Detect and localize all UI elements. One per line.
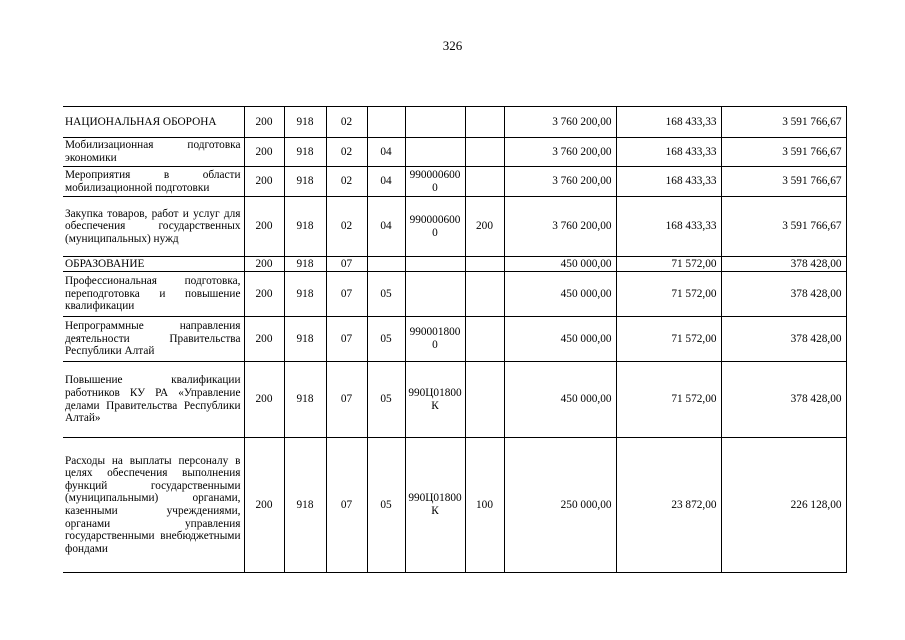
remaining-amount: 378 428,00 (721, 257, 846, 272)
table-row (63, 362, 846, 438)
target-article-code: 990Ц01800К (405, 362, 465, 438)
admin-code: 200 (244, 272, 284, 317)
subsection-code: 04 (367, 138, 405, 167)
row-name: Профессиональная подготовка, переподготовка и повышение квалификации (63, 272, 244, 317)
row-name: Мероприятия в области мобилизационной подготовки (63, 167, 244, 197)
table-row (63, 138, 846, 167)
expense-type-code (465, 272, 504, 317)
table-row (63, 197, 846, 257)
grbs-code: 918 (284, 197, 326, 257)
section-code: 02 (326, 197, 367, 257)
target-article-code: 9900018000 (405, 317, 465, 362)
row-name: Расходы на выплаты персоналу в целях обеспечения выполнения функций государственными (муниципальными) органами, казенными учреждениями, органами управления государственными внебюджетными фондами (63, 438, 244, 573)
expense-type-code: 100 (465, 438, 504, 573)
subsection-code: 05 (367, 317, 405, 362)
executed-amount: 71 572,00 (616, 362, 721, 438)
table-row (63, 438, 846, 573)
remaining-amount: 3 591 766,67 (721, 107, 846, 138)
section-code: 02 (326, 107, 367, 138)
remaining-amount: 226 128,00 (721, 438, 846, 573)
admin-code: 200 (244, 438, 284, 573)
row-name: Закупка товаров, работ и услуг для обеспечения государственных (муниципальных) нужд (63, 197, 244, 257)
plan-amount: 450 000,00 (504, 362, 616, 438)
plan-amount: 450 000,00 (504, 317, 616, 362)
admin-code: 200 (244, 107, 284, 138)
executed-amount: 71 572,00 (616, 272, 721, 317)
grbs-code: 918 (284, 438, 326, 573)
plan-amount: 450 000,00 (504, 272, 616, 317)
executed-amount: 71 572,00 (616, 317, 721, 362)
section-code: 02 (326, 167, 367, 197)
executed-amount: 168 433,33 (616, 197, 721, 257)
row-name: Повышение квалификации работников КУ РА «Управление делами Правительства Республики Алтай» (63, 362, 244, 438)
expense-type-code (465, 257, 504, 272)
table-row (63, 317, 846, 362)
remaining-amount: 378 428,00 (721, 272, 846, 317)
plan-amount: 250 000,00 (504, 438, 616, 573)
target-article-code: 990Ц01800К (405, 438, 465, 573)
grbs-code: 918 (284, 167, 326, 197)
plan-amount: 3 760 200,00 (504, 138, 616, 167)
executed-amount: 23 872,00 (616, 438, 721, 573)
grbs-code: 918 (284, 317, 326, 362)
table-row (63, 167, 846, 197)
grbs-code: 918 (284, 138, 326, 167)
expense-type-code (465, 362, 504, 438)
plan-amount: 450 000,00 (504, 257, 616, 272)
remaining-amount: 3 591 766,67 (721, 197, 846, 257)
admin-code: 200 (244, 317, 284, 362)
remaining-amount: 3 591 766,67 (721, 138, 846, 167)
grbs-code: 918 (284, 362, 326, 438)
table-row (63, 107, 846, 138)
section-code: 07 (326, 362, 367, 438)
row-name: НАЦИОНАЛЬНАЯ ОБОРОНА (63, 107, 244, 138)
row-name: Непрограммные направления деятельности Правительства Республики Алтай (63, 317, 244, 362)
plan-amount: 3 760 200,00 (504, 197, 616, 257)
executed-amount: 168 433,33 (616, 167, 721, 197)
subsection-code: 05 (367, 438, 405, 573)
admin-code: 200 (244, 167, 284, 197)
admin-code: 200 (244, 138, 284, 167)
executed-amount: 71 572,00 (616, 257, 721, 272)
table-row (63, 257, 846, 272)
row-name: Мобилизационная подготовка экономики (63, 138, 244, 167)
remaining-amount: 378 428,00 (721, 317, 846, 362)
target-article-code: 9900006000 (405, 167, 465, 197)
page-number: 326 (442, 38, 463, 53)
grbs-code: 918 (284, 257, 326, 272)
expense-type-code (465, 317, 504, 362)
subsection-code: 05 (367, 362, 405, 438)
plan-amount: 3 760 200,00 (504, 167, 616, 197)
remaining-amount: 378 428,00 (721, 362, 846, 438)
expense-type-code (465, 107, 504, 138)
table-row (63, 272, 846, 317)
grbs-code: 918 (284, 272, 326, 317)
subsection-code: 04 (367, 197, 405, 257)
target-article-code: 9900006000 (405, 197, 465, 257)
target-article-code (405, 138, 465, 167)
target-article-code (405, 257, 465, 272)
target-article-code (405, 272, 465, 317)
section-code: 07 (326, 272, 367, 317)
section-code: 07 (326, 257, 367, 272)
subsection-code (367, 107, 405, 138)
target-article-code (405, 107, 465, 138)
subsection-code (367, 257, 405, 272)
plan-amount: 3 760 200,00 (504, 107, 616, 138)
budget-table (63, 106, 847, 573)
admin-code: 200 (244, 197, 284, 257)
subsection-code: 04 (367, 167, 405, 197)
row-name: ОБРАЗОВАНИЕ (63, 257, 244, 272)
subsection-code: 05 (367, 272, 405, 317)
expense-type-code: 200 (465, 197, 504, 257)
section-code: 07 (326, 438, 367, 573)
executed-amount: 168 433,33 (616, 107, 721, 138)
grbs-code: 918 (284, 107, 326, 138)
executed-amount: 168 433,33 (616, 138, 721, 167)
expense-type-code (465, 138, 504, 167)
admin-code: 200 (244, 257, 284, 272)
remaining-amount: 3 591 766,67 (721, 167, 846, 197)
expense-type-code (465, 167, 504, 197)
admin-code: 200 (244, 362, 284, 438)
section-code: 02 (326, 138, 367, 167)
section-code: 07 (326, 317, 367, 362)
